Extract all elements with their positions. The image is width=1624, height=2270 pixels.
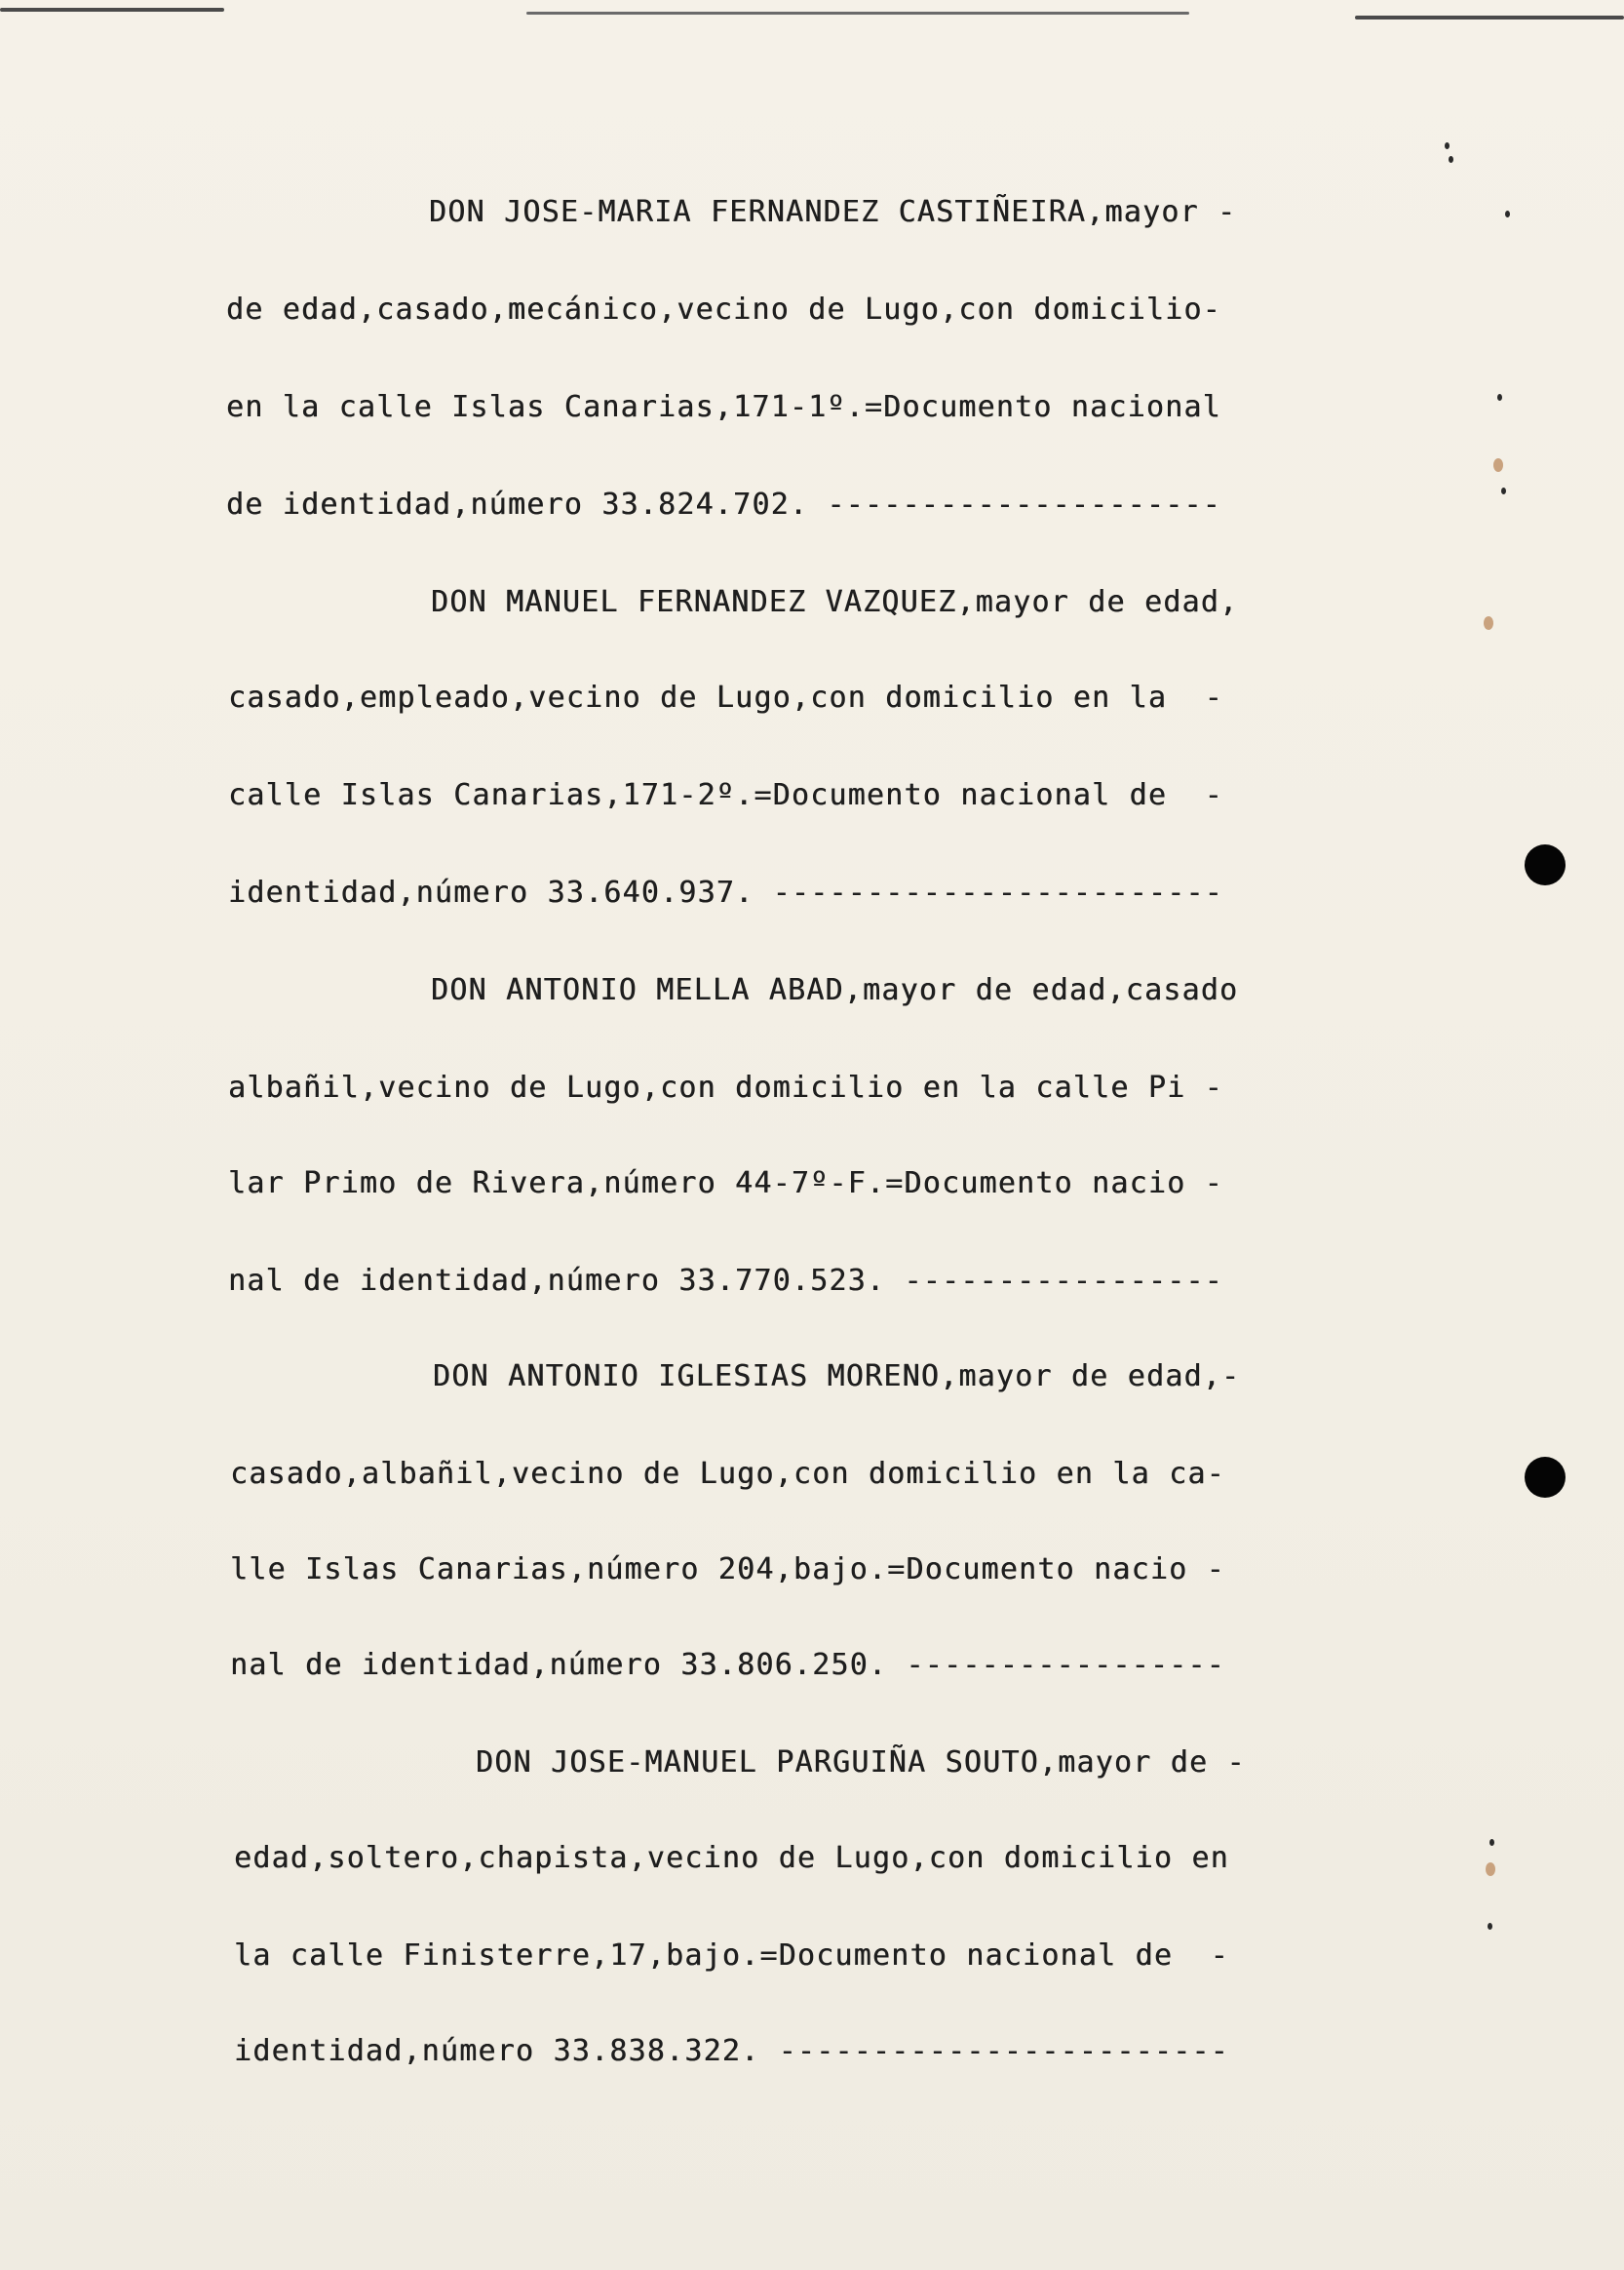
entry-4-line-4: nal de identidad,número 33.806.250. ----------------- <box>230 1648 1225 1682</box>
entry-2-line-3: calle Islas Canarias,171-2º.=Documento nacional de - <box>228 778 1223 812</box>
entry-4-line-1: DON ANTONIO IGLESIAS MORENO,mayor de edad,- <box>433 1359 1241 1393</box>
entry-1-line-3: en la calle Islas Canarias,171-1º.=Documento nacional <box>226 390 1221 424</box>
entry-5-line-1: DON JOSE-MANUEL PARGUIÑA SOUTO,mayor de - <box>476 1745 1246 1780</box>
entry-2-line-4: identidad,número 33.640.937. ------------------------ <box>228 876 1223 910</box>
entry-4-line-3: lle Islas Canarias,número 204,bajo.=Documento nacio - <box>230 1552 1225 1586</box>
entry-4-line-2: casado,albañil,vecino de Lugo,con domicilio en la ca- <box>230 1457 1225 1491</box>
entry-3-line-4: nal de identidad,número 33.770.523. ----------------- <box>228 1264 1223 1298</box>
entry-5-line-2: edad,soltero,chapista,vecino de Lugo,con domicilio en <box>234 1841 1229 1875</box>
entry-1-line-2: de edad,casado,mecánico,vecino de Lugo,con domicilio- <box>226 293 1221 327</box>
entry-3-line-1: DON ANTONIO MELLA ABAD,mayor de edad,casado <box>431 973 1239 1007</box>
entry-1-line-4: de identidad,número 33.824.702. --------------------- <box>226 488 1221 522</box>
entry-3-line-3: lar Primo de Rivera,número 44-7º-F.=Documento nacio - <box>228 1166 1223 1200</box>
entry-2-line-2: casado,empleado,vecino de Lugo,con domicilio en la - <box>228 681 1223 715</box>
entry-2-line-1: DON MANUEL FERNANDEZ VAZQUEZ,mayor de edad, <box>431 585 1239 619</box>
entry-3-line-2: albañil,vecino de Lugo,con domicilio en la calle Pi - <box>228 1071 1223 1105</box>
entry-1-line-1: DON JOSE-MARIA FERNANDEZ CASTIÑEIRA,mayor - <box>429 195 1237 229</box>
entry-5-line-3: la calle Finisterre,17,bajo.=Documento nacional de - <box>234 1938 1229 1973</box>
entry-5-line-4: identidad,número 33.838.322. ------------------------ <box>234 2034 1229 2068</box>
